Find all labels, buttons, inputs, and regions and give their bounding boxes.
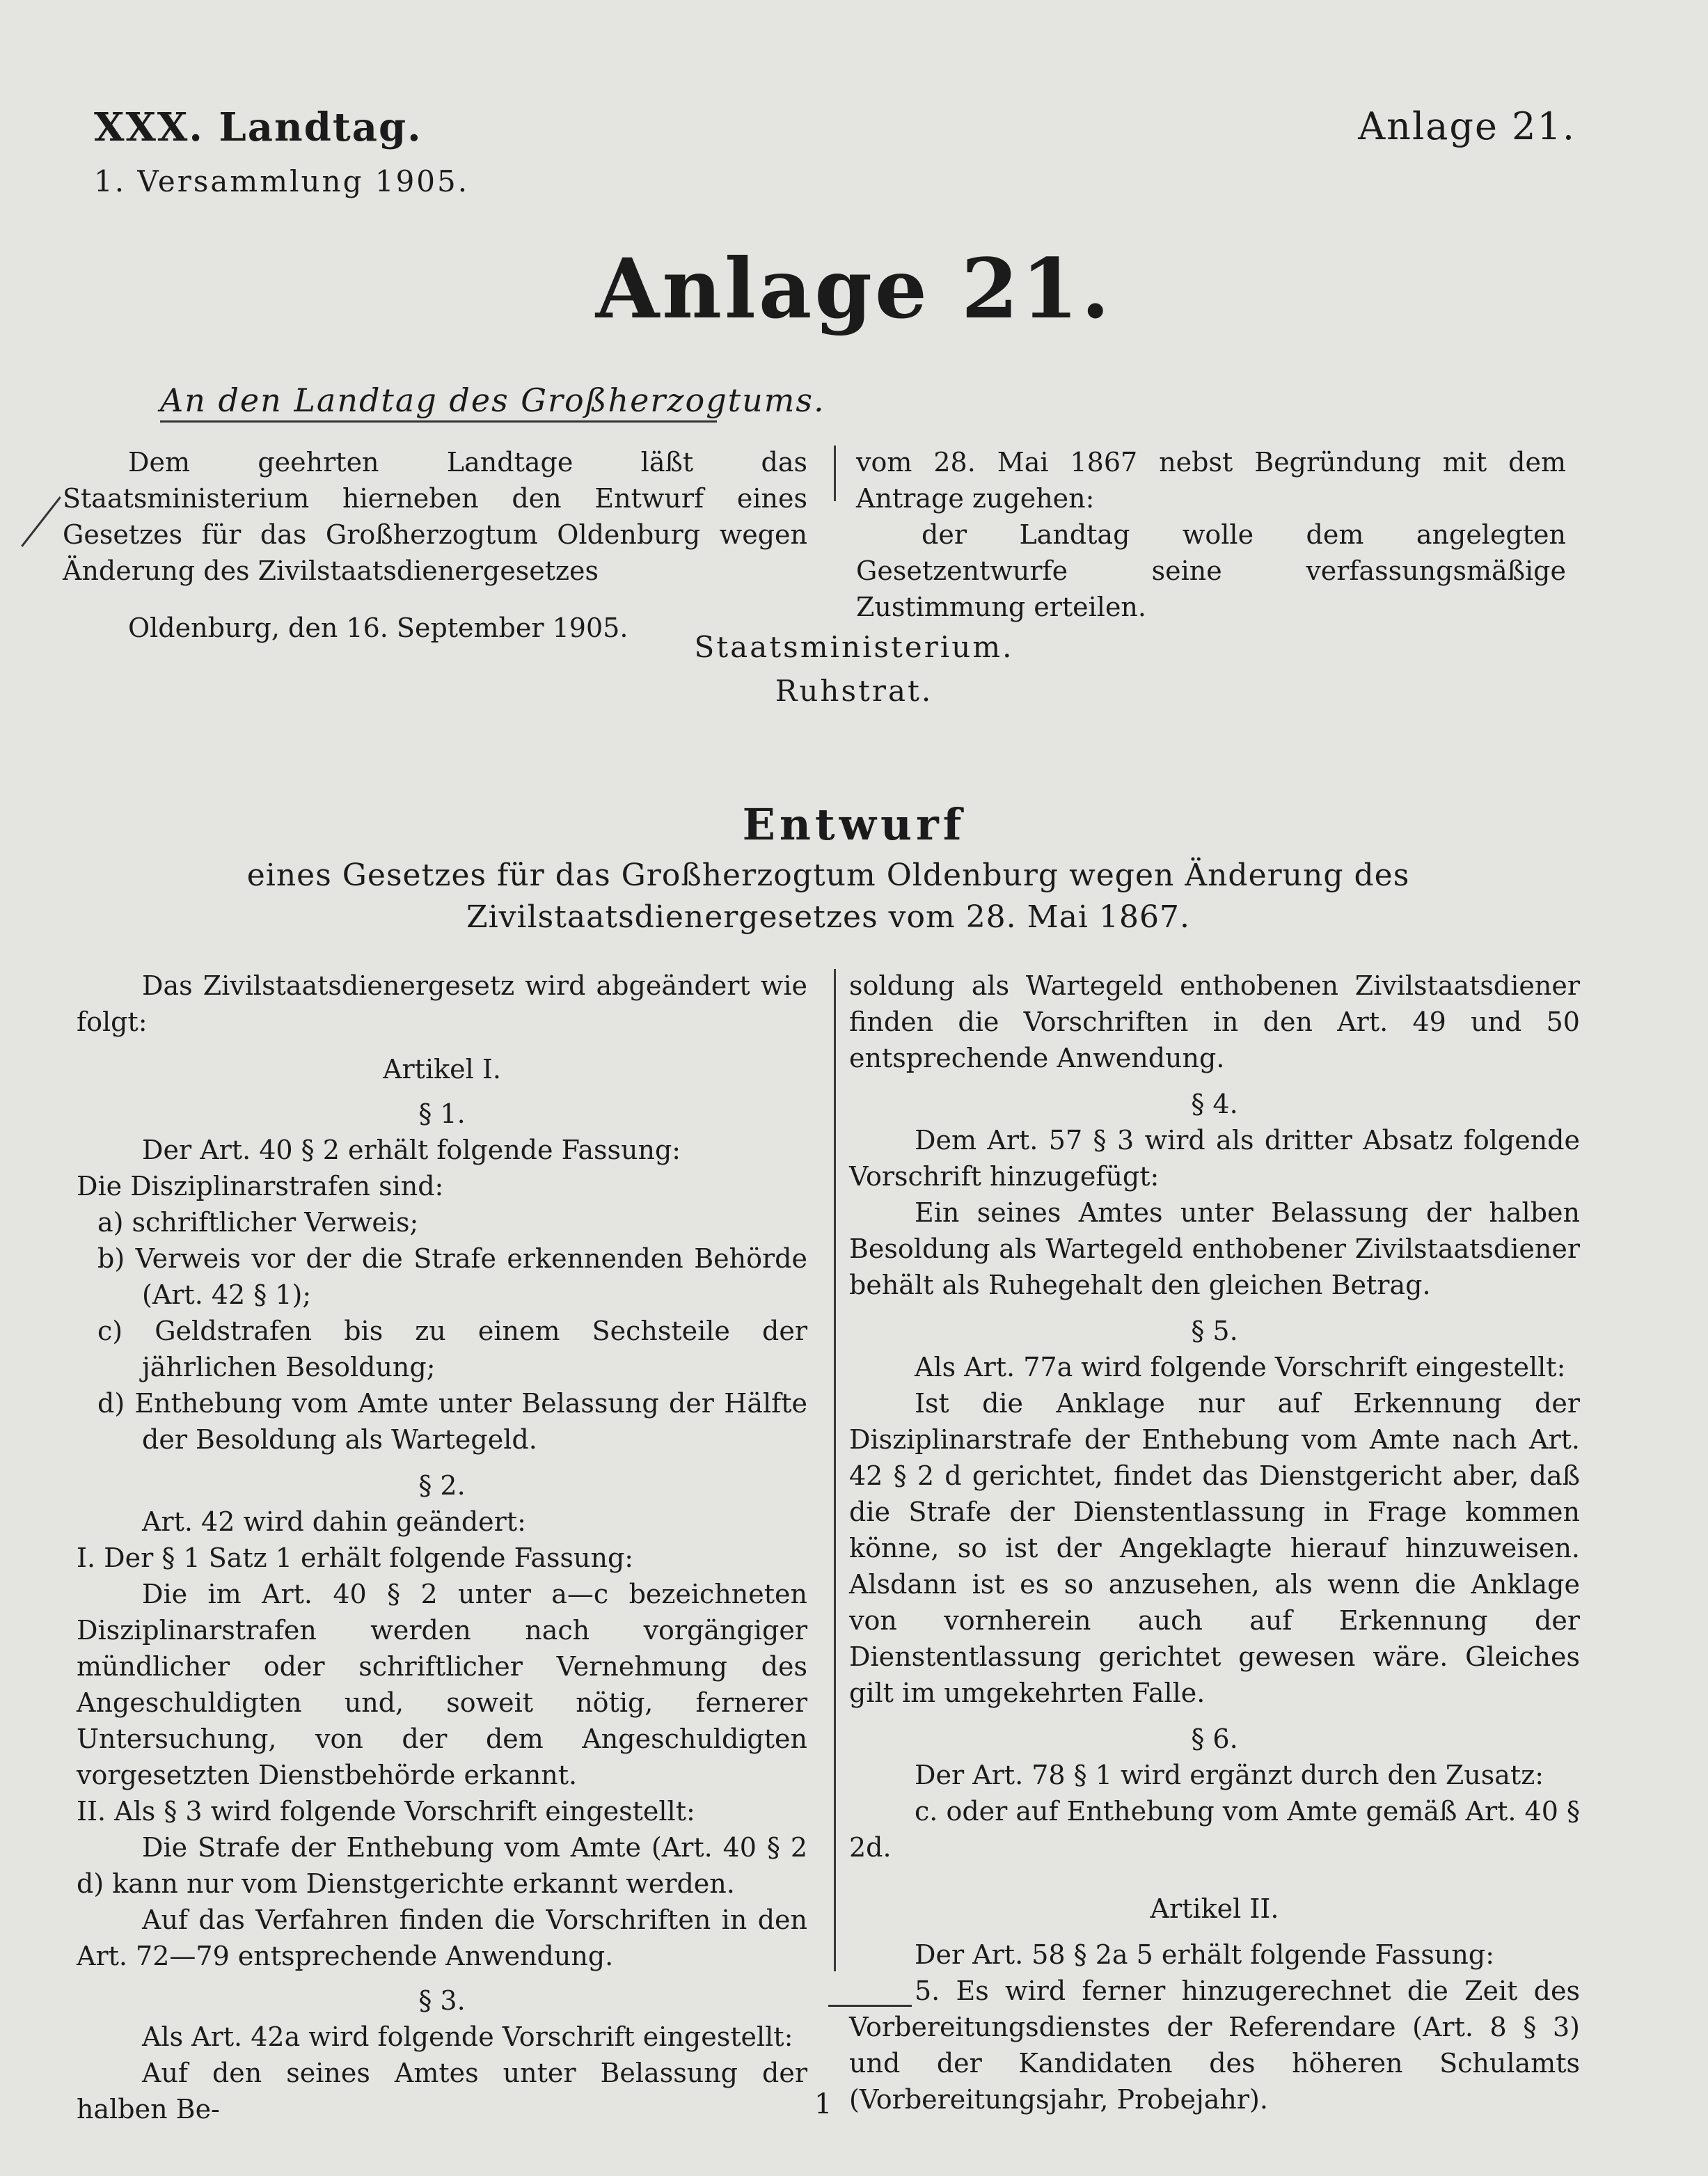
artikel-1-heading: Artikel I. [383,1054,501,1085]
par-1-lead: Die Disziplinarstrafen sind: [77,1171,444,1201]
par-5-text: Als Art. 77a wird folgende Vorschrift eingestellt: [915,1352,1566,1382]
address-underline [160,420,717,423]
entwurf-subtitle: eines Gesetzes für das Großherzogtum Oldenburg wegen Änderung des Zivilstaatsdienergesetzes vom 28. Mai 1867. [246,858,1410,935]
par-4-quote: Ein seines Amtes unter Belassung der halben Besoldung als Wartegeld enthobener Zivilstaatsdiener behält als Ruhegehalt den gleichen Betrag. [849,1197,1580,1300]
margin-pencil-mark [21,496,61,547]
list-item: d) Enthebung vom Amte unter Belassung der Hälfte der Besoldung als Wartegeld. [97,1388,807,1455]
par-1-heading: § 1. [418,1098,466,1129]
par-2-heading: § 2. [418,1470,466,1501]
intro-right-column [856,444,1566,625]
intro-column-divider [834,446,836,501]
entwurf-title: Entwurf [742,799,966,850]
landtag-label: XXX. Landtag. [94,104,422,150]
par-2-II-heading: II. Als § 3 wird folgende Vorschrift eingestellt: [77,1796,695,1827]
right-column [849,968,1580,2118]
left-column [77,968,807,2127]
par-2-text: Art. 42 wird dahin geändert: [142,1506,526,1537]
par-5-heading: § 5. [1191,1316,1238,1346]
right-cont-text: soldung als Wartegeld enthobenen Zivilstaatsdiener finden die Vorschriften in den Art. 49 und 50 entsprechende Anwendung. [849,970,1580,1073]
art-2-quote: 5. Es wird ferner hinzugerechnet die Zeit des Vorbereitungsdienstes der Referendare (Art. 8 § 3) und der Kandidaten des höheren Schulamts (Vorbereitungsjahr, Probejahr). [849,1976,1580,2115]
par-2-II-text-2: Auf das Verfahren finden die Vorschriften in den Art. 72—79 entsprechende Anwendung. [77,1905,807,1971]
par-3-text: Als Art. 42a wird folgende Vorschrift eingestellt: [142,2021,793,2052]
signature-body: Staatsministerium. [694,630,1014,664]
page-title: Anlage 21. [595,240,1113,337]
par-2-I-heading: I. Der § 1 Satz 1 erhält folgende Fassung: [77,1543,634,1573]
par-2-II-text-1: Die Strafe der Enthebung vom Amte (Art. 40 § 2 d) kann nur vom Dienstgerichte erkannt werden. [77,1832,807,1899]
bottom-rule [828,2005,912,2007]
signature-name: Ruhstrat. [775,674,933,708]
artikel-2-heading: Artikel II. [1150,1893,1279,1924]
left-intro: Das Zivilstaatsdienergesetz wird abgeändert wie folgt: [77,970,807,1037]
intro-left-column [63,444,807,646]
list-item: a) schriftlicher Verweis; [97,1207,419,1238]
par-5-quote: Ist die Anklage nur auf Erkennung der Disziplinarstrafe der Enthebung vom Amte nach Art. 42 § 2 d gerichtet, findet das Dienstgericht aber, daß die Strafe der Dienstentlassung in Frage kommen könne, so ist der Angeklagte hierauf hinzuweisen. Alsdann ist es so anzusehen, als wenn die Anklage von vornherein auch auf Erkennung der Dienstentlassung gerichtet gewesen wäre. Gleiches gilt im umgekehrten Falle. [849,1388,1580,1708]
par-6-quote: c. oder auf Enthebung vom Amte gemäß Art. 40 § 2d. [849,1796,1580,1863]
list-item: c) Geldstrafen bis zu einem Sechsteile der jährlichen Besoldung; [97,1316,807,1382]
page-number: 1 [814,2088,832,2120]
par-4-heading: § 4. [1191,1089,1238,1119]
list-item: b) Verweis vor der die Strafe erkennenden Behörde (Art. 42 § 1); [97,1243,807,1310]
header-left [94,104,469,198]
par-3-heading: § 3. [418,1985,466,2016]
par-2-I-text: Die im Art. 40 § 2 unter a—c bezeichneten Disziplinarstrafen werden nach vorgängiger mündlicher oder schriftlicher Vernehmung des Angeschuldigten und, soweit nötig, fernerer Untersuchung, von der dem Angeschuldigten vorgesetzten Dienstbehörde erkannt. [77,1579,807,1790]
par-6-text: Der Art. 78 § 1 wird ergänzt durch den Zusatz: [915,1760,1544,1790]
par-3-text-2: Auf den seines Amtes unter Belassung der halben Be- [77,2058,807,2124]
header-right-anlage: Anlage 21. [1358,104,1576,148]
address-line: An den Landtag des Großherzogtums. [160,381,825,419]
par-1-text: Der Art. 40 § 2 erhält folgende Fassung: [142,1135,681,1165]
intro-left-text: Dem geehrten Landtage läßt das Staatsministerium hierneben den Entwurf eines Gesetzes für das Großherzogtum Oldenburg wegen Änderung des Zivilstaatsdienergesetzes [63,447,807,586]
intro-right-text-2: der Landtag wolle dem angelegten Gesetzentwurfe seine verfassungsmäßige Zustimmung erteilen. [856,519,1566,622]
art-2-text: Der Art. 58 § 2a 5 erhält folgende Fassung: [915,1939,1494,1970]
intro-right-text-1: vom 28. Mai 1867 nebst Begründung mit dem Antrage zugehen: [856,447,1566,514]
par-4-text: Dem Art. 57 § 3 wird als dritter Absatz folgende Vorschrift hinzugefügt: [849,1125,1580,1192]
place-date: Oldenburg, den 16. September 1905. [128,613,628,643]
par-6-heading: § 6. [1191,1724,1238,1754]
versammlung-label: 1. Versammlung 1905. [94,164,470,198]
column-divider [834,969,836,1971]
